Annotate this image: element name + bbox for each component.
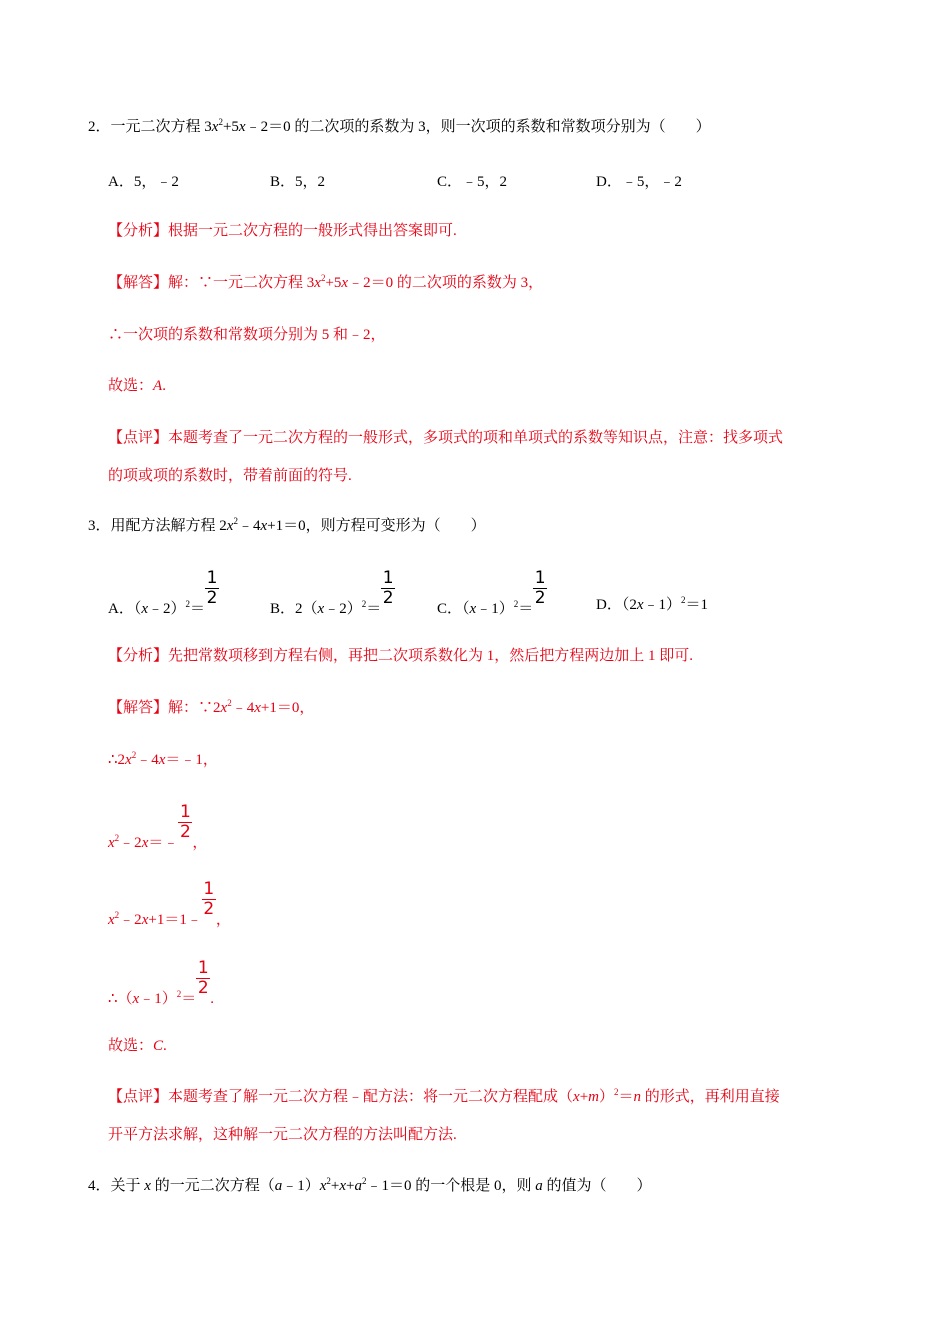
fraction-numerator: 1	[203, 879, 215, 899]
q2-comment-line1	[108, 428, 783, 448]
q4-stem-text: 4．关于	[88, 1178, 145, 1194]
option-text: B．2（	[270, 601, 318, 617]
q4-stem-var: a	[354, 1178, 362, 1194]
q2-stem-var: x	[211, 119, 219, 135]
fraction-one-half	[196, 958, 210, 1003]
option-text: ﹣2）	[148, 601, 186, 617]
solution-tag: 【解答】	[108, 275, 169, 291]
solution-text: +1＝0，	[260, 700, 315, 716]
q2-option-a: A．5，﹣2	[108, 174, 179, 190]
option-text: ＝1	[685, 597, 709, 613]
q3-step4	[108, 958, 214, 1009]
analysis-tag: 【分析】	[108, 223, 169, 239]
solution-text: 解：∵一元二次方程 3	[168, 275, 315, 291]
fraction-numerator: 1	[179, 802, 191, 822]
comment-text: 的形式，再利用直接	[641, 1089, 780, 1105]
solution-var: x	[341, 275, 349, 291]
fraction-numerator: 1	[197, 958, 209, 978]
q2-comment-line2: 的项或项的系数时，带着前面的符号.	[108, 468, 352, 484]
comment-var: x	[573, 1089, 580, 1105]
q3-analysis	[108, 646, 693, 666]
solution-exp: 2	[320, 273, 326, 283]
q3-option-a	[108, 568, 219, 618]
comment-text: ＝	[618, 1089, 634, 1105]
solution-text: +5	[325, 275, 342, 291]
q3-stem-text: 3．用配方法解方程 2	[88, 518, 227, 534]
fraction-denominator: 2	[197, 978, 209, 998]
comment-exp: 2	[614, 1087, 619, 1097]
solution-text: ﹣4	[231, 700, 255, 716]
step-exp: 2	[114, 833, 120, 843]
option-text: ＝	[190, 601, 206, 617]
q4-stem-var: a	[274, 1178, 283, 1194]
q4-stem-var: a	[535, 1178, 543, 1194]
choice-label: 故选：	[108, 378, 154, 394]
solution-exp: 2	[227, 698, 232, 708]
q3-comment-line2: 开平方法求解，这种解一元二次方程的方法叫配方法.	[108, 1127, 457, 1143]
q4-stem-var: x	[319, 1178, 327, 1194]
step-text: ﹣4	[136, 752, 159, 768]
q3-option-d	[596, 593, 708, 614]
q2-stem	[88, 117, 711, 137]
step-text: ＝﹣1，	[165, 752, 218, 768]
analysis-tag: 【分析】	[108, 648, 169, 664]
option-var: x	[141, 601, 149, 617]
step-exp: 2	[131, 750, 137, 760]
q2-stem-text: 2．一元二次方程 3	[88, 119, 212, 135]
option-text: C．（	[437, 601, 470, 617]
q4-stem-text: 的一元二次方程（	[150, 1178, 275, 1194]
choice-letter: A	[153, 378, 163, 394]
q2-stem-text: ﹣2＝0 的二次项的系数为 3，则一次项的系数和常数项分别为（ ）	[245, 119, 711, 135]
q3-option-c	[437, 568, 547, 618]
step-text: ，	[192, 835, 208, 851]
q2-stem-var: x	[238, 119, 246, 135]
q3-stem	[88, 516, 486, 536]
choice-label: 故选：	[108, 1038, 154, 1054]
q2-stem-text: +5	[222, 119, 239, 135]
q4-stem-text: ﹣1）	[282, 1178, 320, 1194]
step-exp: 2	[176, 989, 182, 999]
q3-stem-var: x	[226, 518, 234, 534]
q3-solution	[108, 698, 314, 718]
q3-stem-text: ﹣4	[237, 518, 261, 534]
q2-stem-exp: 2	[218, 117, 223, 127]
step-text: .	[210, 991, 214, 1007]
choice-text: .	[163, 1038, 167, 1054]
fraction-one-half	[533, 568, 547, 613]
q4-stem	[88, 1176, 652, 1196]
fraction-denominator: 2	[206, 588, 218, 608]
fraction-one-half	[178, 802, 192, 847]
step-var: x	[141, 912, 149, 928]
option-var: x	[317, 601, 325, 617]
step-var: x	[158, 752, 166, 768]
q2-option-d: D．﹣5，﹣2	[596, 174, 682, 190]
step-text: ﹣1）	[139, 991, 177, 1007]
q4-stem-text: 的值为（ ）	[542, 1178, 652, 1194]
comment-var: n	[633, 1089, 642, 1105]
solution-var: x	[220, 700, 228, 716]
option-exp: 2	[513, 599, 519, 609]
q3-stem-exp: 2	[233, 516, 238, 526]
fraction-numerator: 1	[534, 568, 546, 588]
step-text: ∴2	[108, 752, 126, 768]
q4-stem-text: +	[330, 1178, 340, 1194]
step-text: +1＝1﹣	[148, 912, 202, 928]
step-text: ﹣2	[119, 912, 142, 928]
q2-option-c: C．﹣5，2	[437, 174, 508, 190]
fraction-one-half	[381, 568, 395, 613]
option-text: D．（2	[596, 597, 637, 613]
comment-tag: 【点评】	[108, 1089, 169, 1105]
fraction-one-half	[202, 879, 216, 924]
option-text: ＝	[518, 601, 534, 617]
comment-tag: 【点评】	[108, 430, 169, 446]
comment-text: ）	[599, 1089, 615, 1105]
option-text: ﹣1）	[476, 601, 514, 617]
q4-stem-exp: 2	[362, 1176, 367, 1186]
step-exp: 2	[114, 910, 120, 920]
solution-var: x	[254, 700, 261, 716]
solution-text: ﹣2＝0 的二次项的系数为 3，	[348, 275, 544, 291]
step-text: ＝﹣	[148, 835, 179, 851]
q3-step1	[108, 750, 218, 770]
step-var: x	[141, 835, 149, 851]
option-text: ﹣2）	[324, 601, 362, 617]
fraction-numerator: 1	[382, 568, 394, 588]
solution-text: 解：∵2	[168, 700, 221, 716]
analysis-text: 根据一元二次方程的一般形式得出答案即可.	[168, 223, 457, 239]
step-text: ∴（	[108, 991, 133, 1007]
q3-step3	[108, 879, 231, 930]
step-text: ﹣2	[119, 835, 142, 851]
solution-tag: 【解答】	[108, 700, 169, 716]
step-var: x	[108, 835, 115, 851]
fraction-denominator: 2	[203, 899, 215, 919]
option-text: ﹣1）	[643, 597, 682, 613]
comment-text: 本题考查了一元二次方程的一般形式，多项式的项和单项式的系数等知识点，注意：找多项式	[168, 430, 784, 446]
q2-therefore: ∴一次项的系数和常数项分别为 5 和﹣2，	[108, 327, 386, 343]
q2-option-b: B．5，2	[270, 174, 326, 190]
step-var: x	[108, 912, 115, 928]
step-text: ，	[215, 912, 231, 928]
fraction-denominator: 2	[534, 588, 546, 608]
q2-choice	[108, 376, 166, 396]
analysis-text: 先把常数项移到方程右侧，再把二次项系数化为 1，然后把方程两边加上 1 即可.	[168, 648, 694, 664]
q3-choice	[108, 1036, 167, 1056]
fraction-denominator: 2	[382, 588, 394, 608]
q2-solution	[108, 273, 543, 293]
q3-step2	[108, 802, 208, 853]
step-text: ＝	[181, 991, 197, 1007]
option-text: ＝	[366, 601, 382, 617]
step-var: x	[132, 991, 140, 1007]
q3-stem-var: x	[260, 518, 268, 534]
option-exp: 2	[681, 595, 686, 605]
option-exp: 2	[361, 599, 367, 609]
q3-comment-line1	[108, 1087, 780, 1107]
fraction-denominator: 2	[179, 822, 191, 842]
q4-stem-text: ﹣1＝0 的一个根是 0，则	[366, 1178, 536, 1194]
step-var: x	[125, 752, 132, 768]
comment-text: 本题考查了解一元二次方程﹣配方法：将一元二次方程配成（	[168, 1089, 574, 1105]
solution-var: x	[314, 275, 321, 291]
option-text: A．（	[108, 601, 142, 617]
option-var: x	[469, 601, 477, 617]
comment-var: m	[588, 1089, 600, 1105]
q3-option-b	[270, 568, 395, 618]
option-var: x	[636, 597, 644, 613]
q2-analysis	[108, 221, 457, 241]
q4-stem-var: x	[339, 1178, 347, 1194]
choice-text: .	[162, 378, 166, 394]
fraction-numerator: 1	[206, 568, 218, 588]
q4-stem-var: x	[144, 1178, 151, 1194]
fraction-one-half	[205, 568, 219, 613]
comment-text: +	[579, 1089, 589, 1105]
option-exp: 2	[185, 599, 191, 609]
q4-stem-exp: 2	[326, 1176, 331, 1186]
choice-letter: C	[153, 1038, 164, 1054]
q3-stem-text: +1＝0，则方程可变形为（ ）	[267, 518, 486, 534]
q4-stem-text: +	[346, 1178, 355, 1194]
